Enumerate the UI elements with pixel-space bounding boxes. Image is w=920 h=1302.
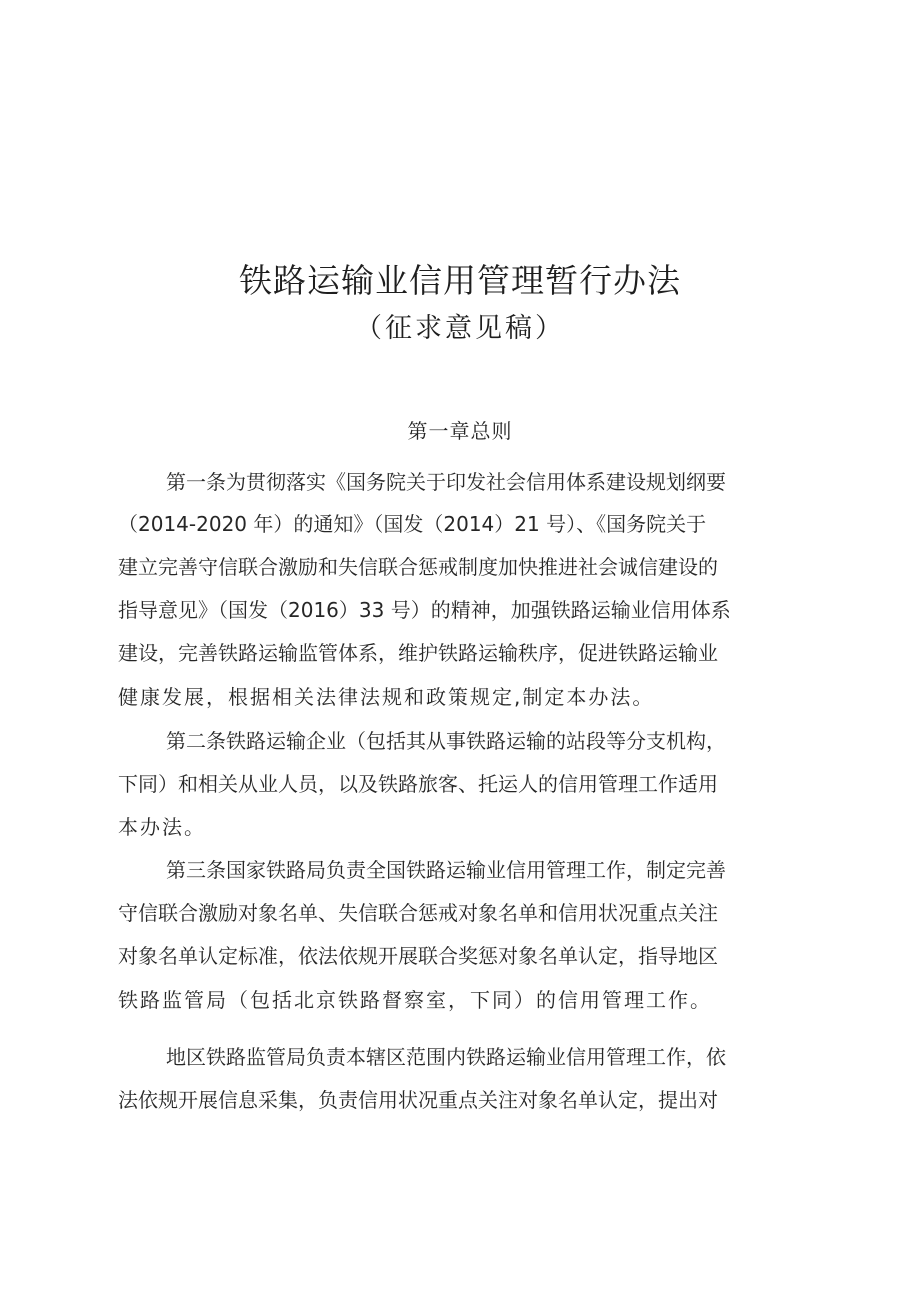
text-line: 建立完善守信联合激励和失信联合惩戒制度加快推进社会诚信建设的 (118, 555, 718, 579)
text-line: 本办法。 (118, 815, 206, 839)
text-line: 对象名单认定标准，依法依规开展联合奖惩对象名单认定，指导地区 (118, 944, 718, 968)
chapter-heading: 第一章总则 (407, 419, 513, 443)
text-line: 指导意见》（国发（2016）33 号）的精神，加强铁路运输业信用体系 (118, 598, 731, 622)
text-line: 守信联合激励对象名单、失信联合惩戒对象名单和信用状况重点关注 (118, 901, 718, 925)
text-line: 第二条铁路运输企业（包括其从事铁路运输的站段等分支机构， (166, 729, 726, 753)
text-line: 建设，完善铁路运输监管体系，维护铁路运输秩序，促进铁路运输业 (118, 641, 718, 665)
document-subtitle: （征求意见稿） (355, 313, 565, 344)
text-line: 第三条国家铁路局负责全国铁路运输业信用管理工作，制定完善 (166, 858, 726, 882)
text-line: 铁路监管局（包括北京铁路督察室，下同）的信用管理工作。 (118, 988, 712, 1012)
text-line: 法依规开展信息采集，负责信用状况重点关注对象名单认定，提出对 (118, 1088, 718, 1112)
text-line: 地区铁路监管局负责本辖区范围内铁路运输业信用管理工作，依 (166, 1045, 726, 1069)
text-line: 健康发展，根据相关法律法规和政策规定,制定本办法。 (118, 685, 655, 709)
text-line: 下同）和相关从业人员，以及铁路旅客、托运人的信用管理工作适用 (118, 772, 718, 796)
text-line: （2014-2020 年）的通知》（国发（2014）21 号）、《国务院关于 (118, 512, 707, 536)
document-title: 铁路运输业信用管理暂行办法 (239, 261, 681, 300)
text-line: 第一条为贯彻落实《国务院关于印发社会信用体系建设规划纲要 (166, 470, 726, 494)
